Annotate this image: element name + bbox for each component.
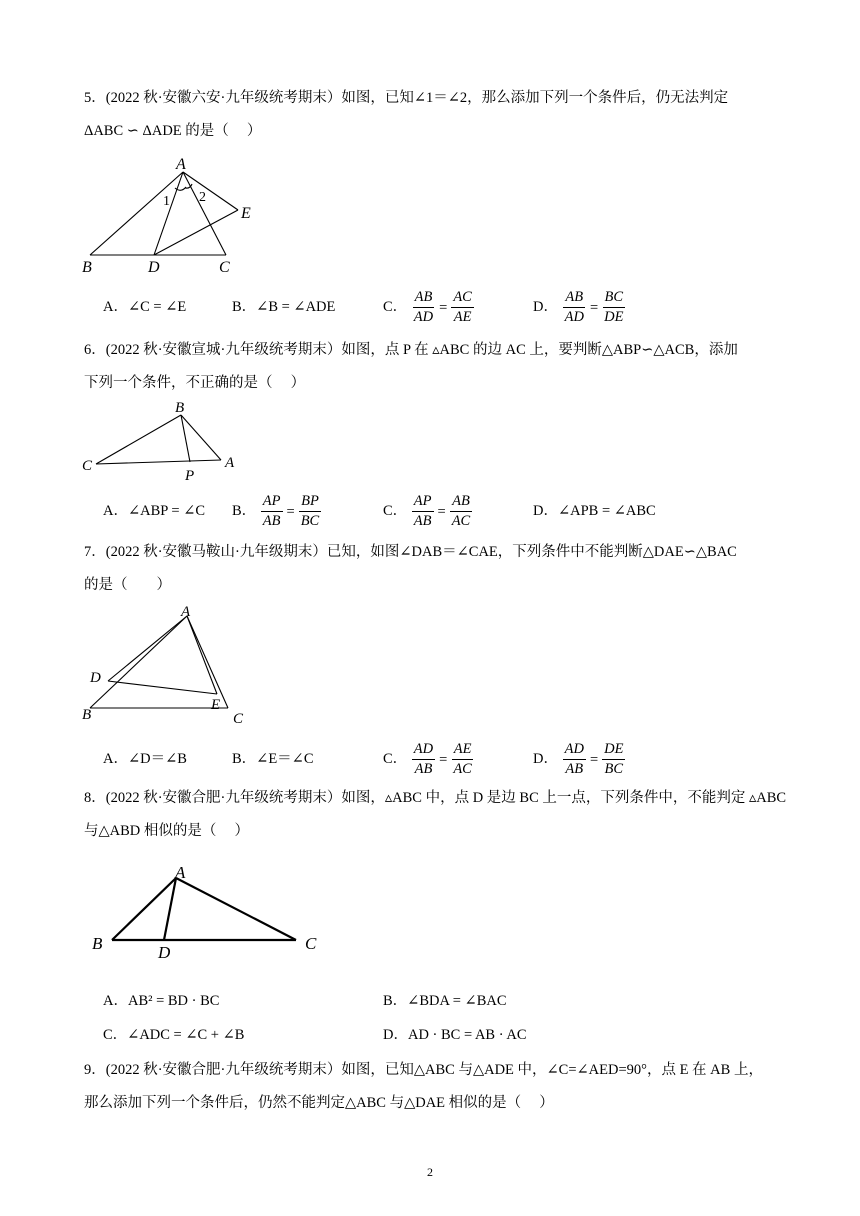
q8-stem-line1: 8．(2022 秋·安徽合肥·九年级统考期末）如图，▵ABC 中，点 D 是边 BC 上一点，下列条件中，不能判定 ▵ABC xyxy=(84,790,787,806)
q5-label-E: E xyxy=(241,205,251,222)
q7-label-D: D xyxy=(90,670,101,686)
q8-option-b: B．∠BDA = ∠BAC xyxy=(383,993,507,1009)
q7-option-a: A．∠D＝∠B xyxy=(103,751,187,767)
q7-c-num1: AD xyxy=(412,741,435,760)
q6-label-C: C xyxy=(82,458,93,474)
q7-figure xyxy=(78,602,263,727)
q6-b-den2: BC xyxy=(300,513,320,530)
q6-b-den1: AB xyxy=(262,513,281,530)
q7-option-c: C． $\frac{AD}{AB}$ = $\frac{AE}{AC}$ xyxy=(383,741,472,778)
q5-option-b: B．∠B = ∠ADE xyxy=(232,299,336,315)
q8-label-B: B xyxy=(92,934,103,953)
q5-stem-line2: ΔABC ∽ ΔADE 的是（ ） xyxy=(84,123,262,139)
q7-d-den1: AB xyxy=(565,761,584,778)
q6-stem-line2: 下列一个条件，不正确的是（ ） xyxy=(84,375,306,391)
q7-label-B: B xyxy=(82,707,92,723)
q5-d-num1: AB xyxy=(563,289,585,308)
q5-stem-line1: 5．(2022 秋·安徽六安·九年级统考期末）如图，已知∠1＝∠2，那么添加下列一个条件后，仍无法判定 xyxy=(84,90,729,106)
q6-option-b-prefix: B． xyxy=(232,503,257,519)
q6-option-c: C． $\frac{AP}{AB}$ = $\frac{AB}{AC}$ xyxy=(383,493,471,530)
q7-c-num2: AE xyxy=(452,741,474,760)
q7-option-c-prefix: C． xyxy=(383,751,408,767)
q5-c-den2: AE xyxy=(453,309,472,326)
q6-option-b: B． $\frac{AP}{AB}$ = $\frac{BP}{BC}$ xyxy=(232,493,320,530)
q5-label-angle1: 1 xyxy=(163,194,170,209)
q7-d-num1: AD xyxy=(563,741,586,760)
q7-option-b: B．∠E＝∠C xyxy=(232,751,314,767)
q5-label-D: D xyxy=(148,259,160,276)
q6-option-c-prefix: C． xyxy=(383,503,408,519)
q5-c-num2: AC xyxy=(451,289,474,308)
q7-option-d-prefix: D． xyxy=(533,751,558,767)
q7-c-den1: AB xyxy=(414,761,433,778)
q8-label-C: C xyxy=(305,934,317,953)
q6-c-den1: AB xyxy=(413,513,432,530)
q6-b-num1: AP xyxy=(261,493,283,512)
q7-d-num2: DE xyxy=(602,741,625,760)
q8-label-A: A xyxy=(175,863,186,882)
q7-option-d: D． $\frac{AD}{AB}$ = $\frac{DE}{BC}$ xyxy=(533,741,624,778)
q6-c-num1: AP xyxy=(412,493,434,512)
q7-label-A: A xyxy=(181,604,191,620)
q6-figure xyxy=(78,397,248,485)
q7-d-den2: BC xyxy=(604,761,624,778)
q5-option-a: A．∠C = ∠E xyxy=(103,299,187,315)
q8-stem-line2: 与△ABD 相似的是（ ） xyxy=(84,823,250,839)
q5-label-A: A xyxy=(176,156,186,173)
q8-option-a: A．AB² = BD · BC xyxy=(103,993,220,1009)
q9-stem-line1: 9．(2022 秋·安徽合肥·九年级统考期末）如图，已知△ABC 与△ADE 中，∠C=∠AED=90°，点 E 在 AB 上， xyxy=(84,1062,763,1078)
q6-label-A: A xyxy=(225,455,235,471)
q6-option-a: A．∠ABP = ∠C xyxy=(103,503,206,519)
q5-d-den1: AD xyxy=(564,309,584,326)
q8-figure xyxy=(86,860,331,965)
q6-c-den2: AC xyxy=(451,513,471,530)
page-number: 2 xyxy=(427,1165,433,1179)
q9-stem-line2: 那么添加下列一个条件后，仍然不能判定△ABC 与△DAE 相似的是（ ） xyxy=(84,1095,554,1111)
q5-d-den2: DE xyxy=(604,309,624,326)
q5-figure xyxy=(78,152,268,277)
q5-label-angle2: 2 xyxy=(199,190,206,205)
q7-stem-line2: 的是（ ） xyxy=(84,577,171,593)
q6-c-num2: AB xyxy=(450,493,472,512)
q7-c-den2: AC xyxy=(453,761,472,778)
q5-d-num2: BC xyxy=(603,289,626,308)
q8-label-D: D xyxy=(158,943,171,962)
q7-label-E: E xyxy=(211,697,221,713)
q5-c-den1: AD xyxy=(413,309,434,326)
q5-option-c-prefix: C． xyxy=(383,299,408,315)
q5-option-c: C． $\frac{AB}{AD}$ = $\frac{AC}{AE}$ xyxy=(383,289,472,326)
q5-label-B: B xyxy=(82,259,92,276)
q8-option-d: D．AD · BC = AB · AC xyxy=(383,1027,527,1043)
q5-option-d-prefix: D． xyxy=(533,299,558,315)
q5-label-C: C xyxy=(219,259,230,276)
q7-stem-line1: 7．(2022 秋·安徽马鞍山·九年级期末）已知，如图∠DAB＝∠CAE，下列条件中不能判断△DAE∽△BAC xyxy=(84,544,737,560)
q5-option-d: D． $\frac{AB}{AD}$ = $\frac{BC}{DE}$ xyxy=(533,289,624,326)
q8-option-c: C．∠ADC = ∠C + ∠B xyxy=(103,1027,245,1043)
q7-label-C: C xyxy=(233,711,244,727)
q6-label-P: P xyxy=(185,468,195,484)
q6-b-num2: BP xyxy=(299,493,321,512)
q6-stem-line1: 6．(2022 秋·安徽宣城·九年级统考期末）如图，点 P 在 ▵ABC 的边 AC 上，要判断△ABP∽△ACB，添加 xyxy=(84,342,738,358)
q6-label-B: B xyxy=(175,400,185,416)
q5-c-num1: AB xyxy=(413,289,435,308)
q6-option-d: D．∠APB = ∠ABC xyxy=(533,503,656,519)
